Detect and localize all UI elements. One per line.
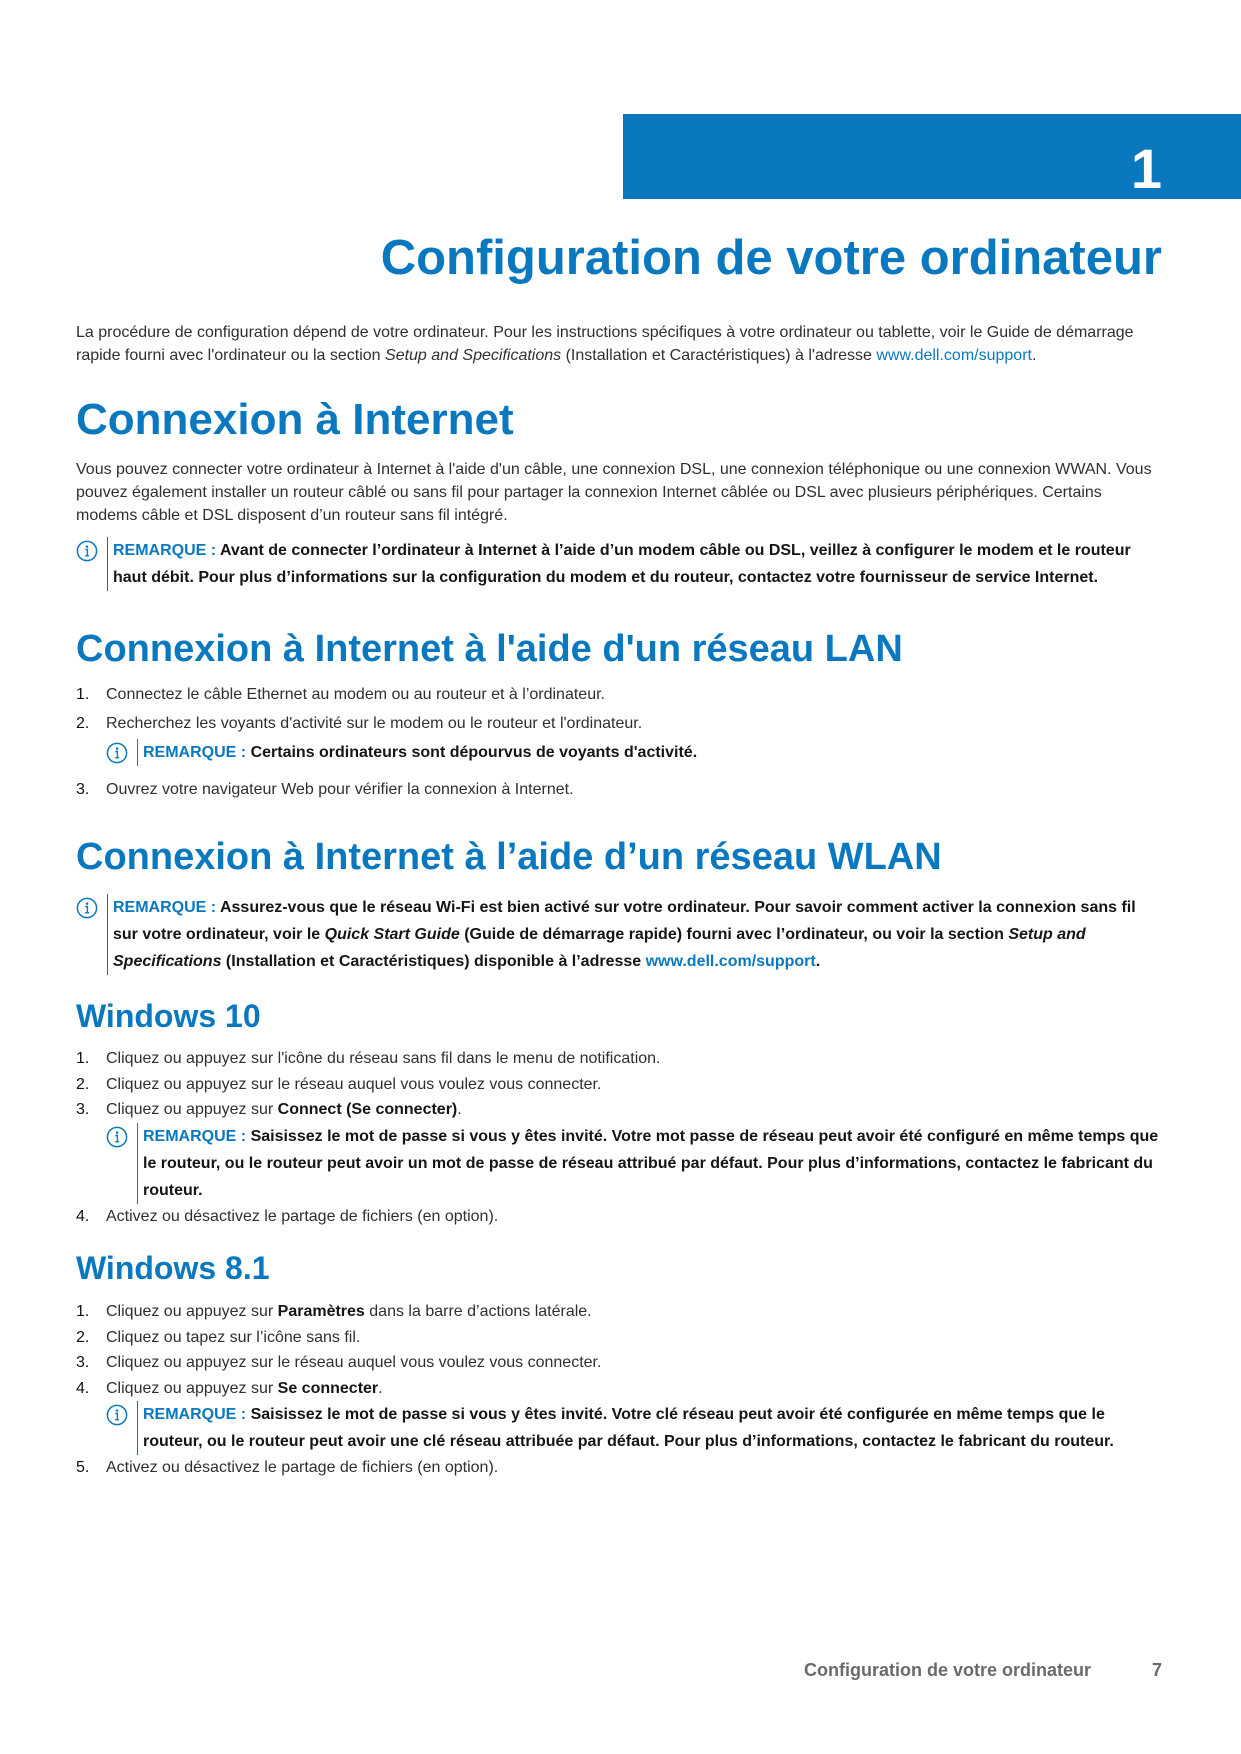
list-item	[76, 1046, 1162, 1072]
wlan-support-link[interactable]: www.dell.com/support	[645, 953, 816, 970]
list-item-text	[106, 1299, 592, 1325]
list-item-number: 2.	[76, 1075, 90, 1093]
lan-heading: Connexion à Internet à l'aide d'un réseau LAN	[76, 628, 903, 670]
list-item-number: 2.	[76, 1328, 90, 1346]
info-icon-stem	[85, 550, 89, 556]
list-item	[76, 1299, 1162, 1325]
note-label: REMARQUE :	[143, 1406, 247, 1423]
windows10-heading: Windows 10	[76, 998, 261, 1034]
list-item-text	[106, 1376, 383, 1402]
note-body	[137, 1401, 1162, 1455]
list-item	[76, 777, 1162, 803]
intro-italic-title: Setup and Specifications	[385, 347, 562, 364]
info-icon-dot	[86, 902, 89, 905]
list-item-text: Ouvrez votre navigateur Web pour vérifier la connexion à Internet.	[106, 781, 574, 798]
note-body	[137, 1123, 1162, 1204]
list-item-number: 5.	[76, 1459, 90, 1476]
note-body	[107, 894, 1162, 975]
list-item-text-part: .	[378, 1379, 383, 1397]
internet-paragraph: Vous pouvez connecter votre ordinateur à Internet à l'aide d'un câble, une connexion DSL, une connexion téléphonique ou une connexion WWAN. Vous pouvez également installer un routeur câblé ou sans fil pour partager la connexion Internet câblée ou DSL avec plusieurs périphériques. Certains modems câble et DSL disposent d’un routeur sans fil intégré.	[76, 461, 1152, 524]
chapter-number: 1	[1130, 137, 1162, 200]
info-icon-stem	[115, 1414, 119, 1420]
page-content	[76, 230, 1162, 1481]
note-body	[137, 739, 1162, 766]
list-item-text: Recherchez les voyants d'activité sur le modem ou le routeur et l'ordinateur.	[106, 715, 643, 732]
list-item-text: Connectez le câble Ethernet au modem ou au routeur et à l’ordinateur.	[106, 686, 605, 703]
footer-chapter-title: Configuration de votre ordinateur	[803, 1660, 1091, 1680]
list-item	[76, 682, 1162, 708]
note-text: Certains ordinateurs sont dépourvus de voyants d'activité.	[250, 744, 698, 761]
intro-text: La procédure de configuration dépend de votre ordinateur. Pour les instructions spécifiques à votre ordinateur ou tablette, voir le Guide de démarrage rapide fourni avec l'ordinateur ou la section	[76, 324, 1134, 364]
note-label: REMARQUE :	[143, 744, 247, 761]
connect-command-label: Connect (Se connecter)	[277, 1101, 458, 1118]
note-text: Assurez-vous que le réseau Wi-Fi est bien activé sur votre ordinateur. Pour savoir comment activer la connexion sans fil sur votre ordinateur, voir le	[113, 899, 1136, 943]
lan-note	[106, 739, 1162, 766]
info-icon-dot	[116, 1409, 119, 1412]
list-item-text: Activez ou désactivez le partage de fichiers (en option).	[106, 1207, 499, 1225]
info-icon-dot	[86, 545, 89, 548]
windows10-note	[106, 1123, 1162, 1204]
list-item-text: Cliquez ou appuyez sur le réseau auquel vous voulez vous connecter.	[106, 1354, 602, 1371]
windows81-note	[106, 1401, 1162, 1455]
info-icon-dot	[116, 1131, 119, 1134]
internet-heading: Connexion à Internet	[76, 395, 514, 444]
info-icon-dot	[116, 747, 119, 750]
intro-text: .	[1031, 347, 1037, 364]
note-italic-title: Quick Start Guide	[324, 926, 460, 943]
note-label: REMARQUE :	[113, 542, 217, 559]
list-item-number: 3.	[76, 1101, 90, 1118]
list-item-text: Cliquez ou appuyez sur l'icône du réseau sans fil dans le menu de notification.	[106, 1050, 661, 1067]
info-icon	[76, 540, 98, 562]
list-item-number: 2.	[76, 715, 90, 732]
list-item-text: Cliquez ou appuyez sur le réseau auquel vous voulez vous connecter.	[106, 1075, 602, 1093]
list-item	[76, 1455, 1162, 1481]
footer-page-number: 7	[1151, 1660, 1162, 1680]
note-label: REMARQUE :	[143, 1127, 247, 1145]
list-item-text-part: Cliquez ou appuyez sur	[106, 1101, 278, 1118]
list-item-number: 1.	[76, 686, 90, 703]
intro-text: (Installation et Caractéristiques) à l'adresse	[561, 347, 877, 364]
list-item	[76, 1097, 1162, 1123]
note-text: .	[815, 953, 821, 970]
list-item	[76, 1376, 1162, 1402]
wlan-note	[76, 894, 1162, 975]
info-icon-stem	[115, 752, 119, 758]
chapter-title: Configuration de votre ordinateur	[380, 231, 1162, 285]
list-item-text-part: Cliquez ou appuyez sur	[106, 1303, 278, 1320]
note-italic-title: Setup and Specifications	[113, 926, 1086, 970]
list-item	[76, 711, 1162, 737]
list-item-text-part: dans la barre d’actions latérale.	[364, 1303, 592, 1320]
note-body	[107, 537, 1162, 591]
internet-note	[76, 537, 1162, 591]
list-item-text-part: Cliquez ou appuyez sur	[106, 1379, 278, 1397]
list-item-number: 4.	[76, 1379, 90, 1397]
wlan-heading: Connexion à Internet à l’aide d’un réseau WLAN	[76, 836, 942, 878]
connect-command-label: Se connecter	[277, 1379, 379, 1397]
list-item-number: 3.	[76, 1354, 90, 1371]
info-icon	[106, 1126, 128, 1148]
list-item-text-part: .	[457, 1101, 462, 1118]
list-item-number: 3.	[76, 781, 90, 798]
list-item	[76, 1350, 1162, 1376]
list-item-text	[106, 1097, 462, 1123]
note-text: Saisissez le mot de passe si vous y êtes invité. Votre clé réseau peut avoir été configurée en même temps que le routeur, ou le routeur peut avoir une clé réseau attribuée par défaut. Pour plus d’informations, contactez le fabricant du routeur.	[143, 1406, 1114, 1450]
list-item-text: Cliquez ou tapez sur l’icône sans fil.	[106, 1328, 361, 1346]
info-icon-stem	[115, 1135, 119, 1141]
info-icon	[106, 1404, 128, 1426]
note-text: Avant de connecter l’ordinateur à Internet à l’aide d’un modem câble ou DSL, veillez à configurer le modem et le routeur haut débit. Pour plus d’informations sur la configuration du modem et du routeur, contactez votre fournisseur de service Internet.	[113, 542, 1131, 586]
list-item-number: 1.	[76, 1303, 90, 1320]
list-item	[76, 1325, 1162, 1351]
list-item-number: 1.	[76, 1050, 90, 1067]
list-item-text: Activez ou désactivez le partage de fichiers (en option).	[106, 1459, 499, 1476]
list-item	[76, 1072, 1162, 1098]
note-text: (Guide de démarrage rapide) fourni avec l’ordinateur, ou voir la section	[459, 926, 1009, 943]
note-label: REMARQUE :	[113, 899, 217, 916]
note-text: Saisissez le mot de passe si vous y êtes invité. Votre mot passe de réseau peut avoir été configuré en même temps que le routeur, ou le routeur peut avoir un mot de passe de réseau attribué par défaut. Pour plus d’informations, contactez le fabricant du routeur.	[143, 1127, 1159, 1199]
settings-command-label: Paramètres	[277, 1303, 365, 1320]
info-icon-stem	[85, 907, 89, 913]
list-item	[76, 1204, 1162, 1230]
intro-paragraph	[76, 321, 1162, 367]
note-text: (Installation et Caractéristiques) disponible à l’adresse	[221, 953, 646, 970]
windows81-heading: Windows 8.1	[76, 1250, 270, 1286]
intro-support-link[interactable]: www.dell.com/support	[876, 347, 1032, 364]
list-item-number: 4.	[76, 1207, 90, 1225]
info-icon	[106, 742, 128, 764]
info-icon	[76, 897, 98, 919]
